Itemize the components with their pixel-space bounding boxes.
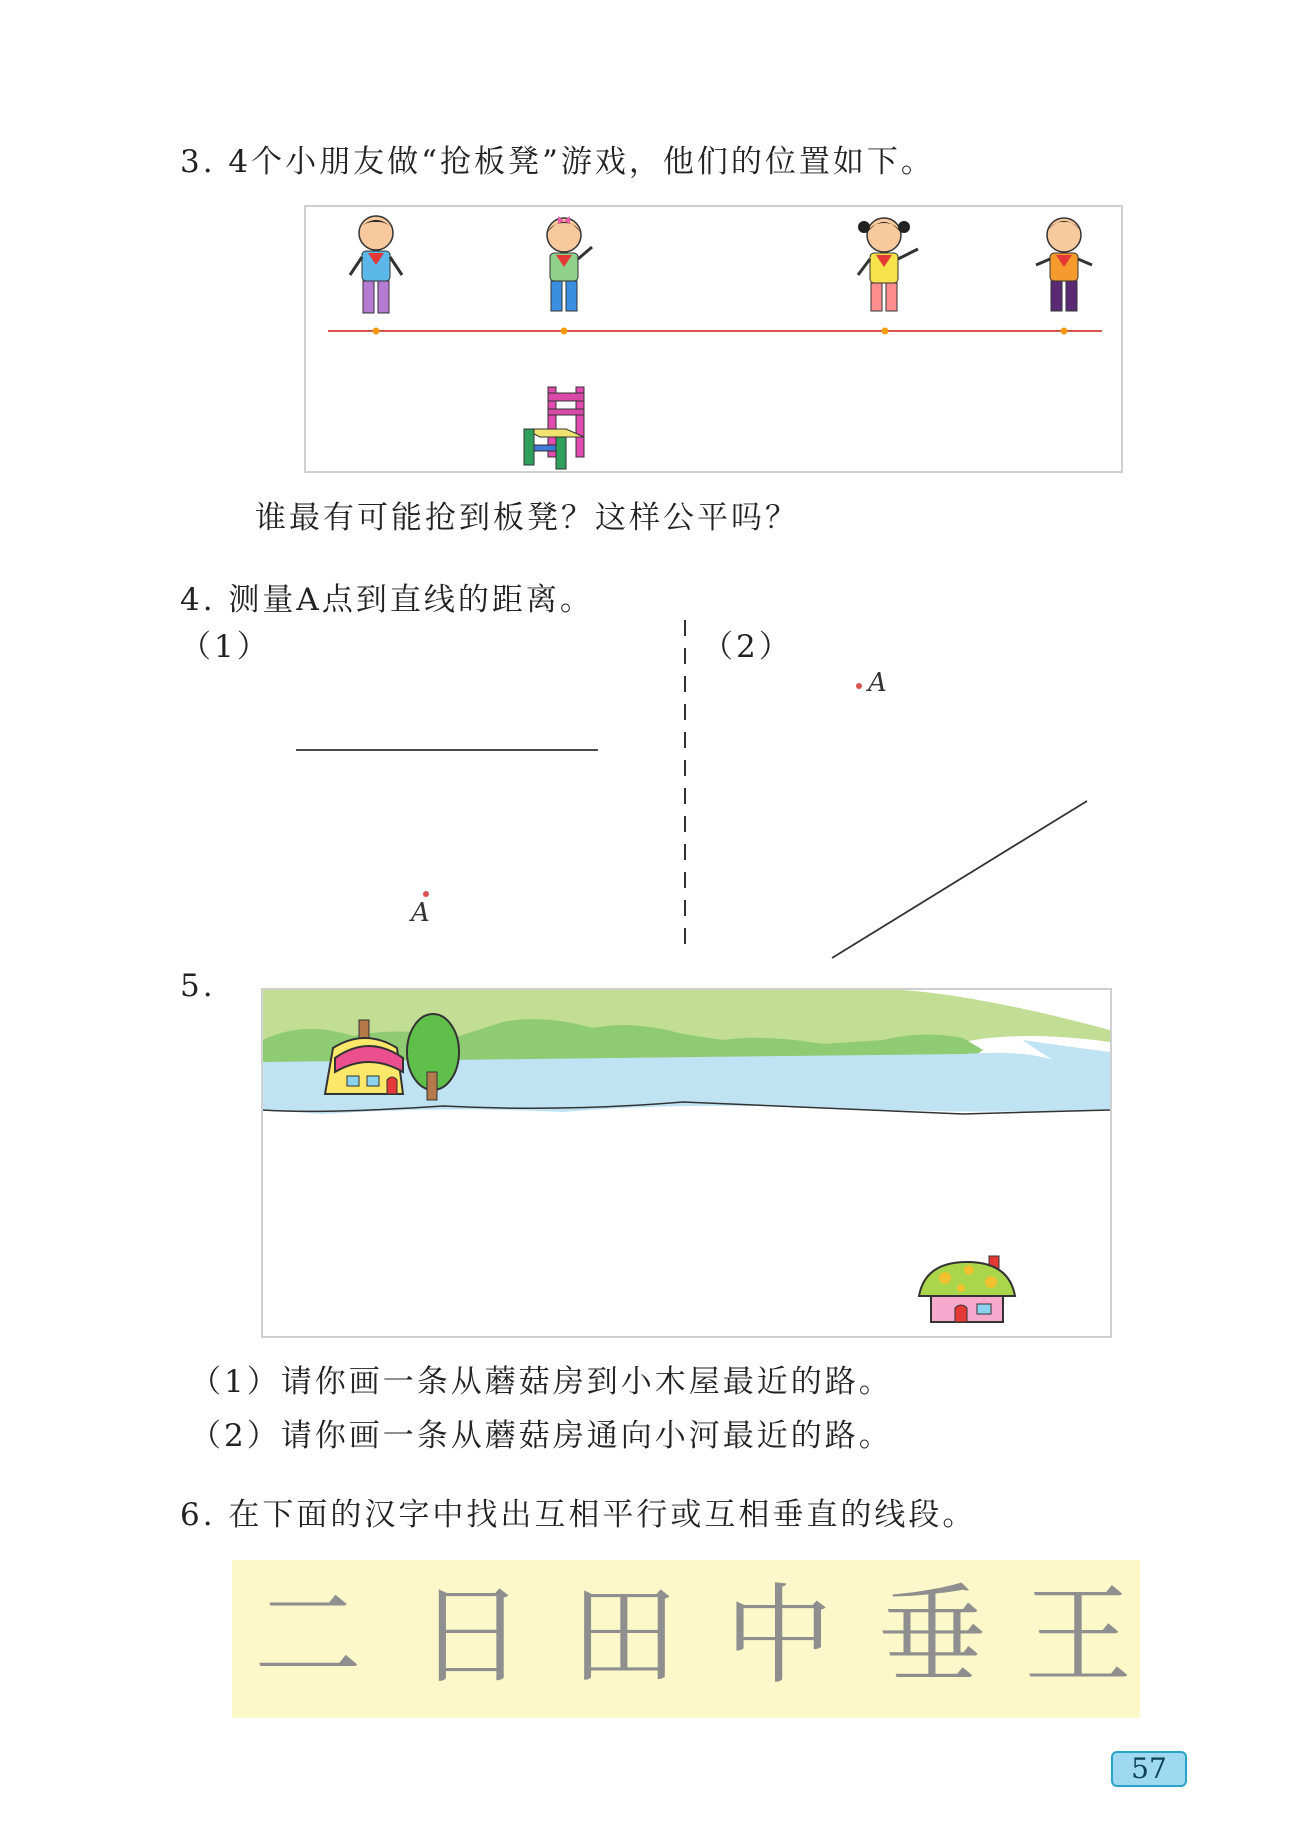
chair-icon (524, 387, 584, 469)
question-5-sub-1: （1）请你画一条从蘑菇房到小木屋最近的路。 (190, 1364, 893, 1400)
character-item: 中 (725, 1574, 834, 1699)
part-2-label: （2） (702, 629, 793, 665)
character-item: 日 (417, 1574, 526, 1699)
question-5-sub-2: （2）请你画一条从蘑菇房通向小河最近的路。 (190, 1418, 893, 1454)
question-5-number: 5. (180, 968, 216, 1004)
point-a-1-label: A (411, 898, 430, 928)
page-number: 57 (1111, 1751, 1187, 1787)
game-illustration-box (304, 205, 1123, 473)
question-3-text: 3. 4个小朋友做“抢板凳”游戏，他们的位置如下。 (180, 144, 935, 180)
character-item: 二 (254, 1574, 363, 1699)
kid-position-dot (882, 328, 889, 335)
question-3-prompt: 谁最有可能抢到板凳？这样公平吗？ (255, 500, 799, 536)
kid-position-dot (1061, 328, 1068, 335)
point-a-1 (423, 891, 429, 897)
child-1-icon (350, 216, 402, 313)
map-illustration-box (261, 988, 1112, 1338)
map-illustration (263, 990, 1110, 1336)
kid-position-dot (373, 328, 380, 335)
chinese-characters-panel (232, 1560, 1140, 1718)
character-item: 田 (570, 1574, 679, 1699)
character-item: 垂 (878, 1574, 987, 1699)
child-2-icon (547, 216, 592, 311)
question-6-text: 6. 在下面的汉字中找出互相平行或互相垂直的线段。 (180, 1497, 977, 1533)
point-a-2-label: A (868, 668, 887, 698)
part-1-label: （1） (180, 629, 271, 665)
game-illustration (306, 207, 1121, 471)
child-4-icon (1036, 218, 1092, 311)
question-4-text: 4. 测量A点到直线的距离。 (180, 582, 594, 618)
measurement-figures (0, 600, 1311, 960)
kid-position-dot (561, 328, 568, 335)
child-3-icon (858, 218, 918, 311)
line-2 (832, 801, 1087, 958)
point-a-2 (856, 683, 862, 689)
character-item: 王 (1024, 1574, 1133, 1699)
